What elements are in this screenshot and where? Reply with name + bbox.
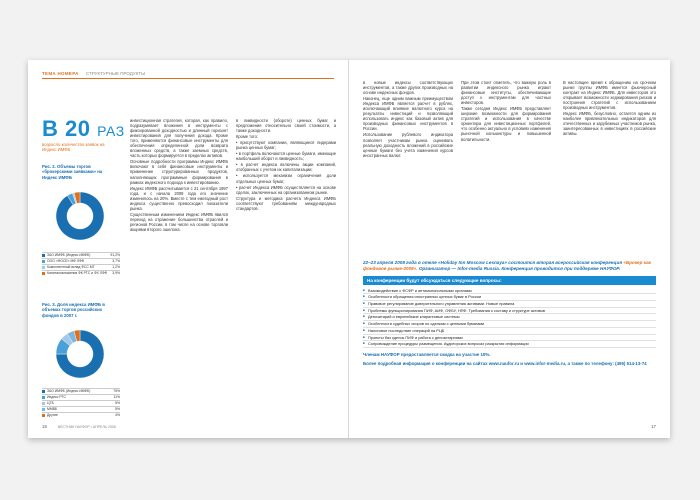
magazine-spread bbox=[28, 60, 670, 438]
legend-label: ЗАО ИМФБ (Индекс ИМФБ) bbox=[47, 389, 91, 393]
promo-heading-2: Организатор — Infor-media Russia. Конференция проводится при поддержке НАУФОР. bbox=[418, 265, 621, 271]
paragraph: • в портфель включаются ценные бумаги, имеющие наибольший оборот и ликвидность; bbox=[236, 151, 336, 162]
page-header bbox=[42, 71, 334, 79]
paragraph: Кроме того: bbox=[236, 134, 259, 140]
legend-swatch bbox=[42, 414, 45, 417]
legend-value: 4% bbox=[115, 413, 120, 417]
legend-row bbox=[42, 252, 120, 258]
paragraph: • присутствуют компании, являющиеся лидерами рынка ценных бумаг; bbox=[236, 140, 336, 151]
highlight-unit: РАЗ bbox=[97, 123, 125, 139]
paragraph: • расчет Индекса ИМФБ осуществляется на основе сделок, заключенных на организованном рынке. bbox=[236, 184, 336, 195]
promo-topic-item: ■ Правовое регулирование доверительного управления активами. Новые правила bbox=[363, 301, 656, 308]
legend-row bbox=[42, 412, 120, 418]
figure-3-donut bbox=[50, 324, 110, 384]
figure-2-title: Рис. 2. Объемы торгов «брокерскими заявками» на Индекс ИМФБ bbox=[42, 164, 103, 180]
conference-promo bbox=[363, 260, 656, 366]
legend-value: 5% bbox=[115, 401, 120, 405]
paragraph: Основные подробности программы Индекс ИМФБ включают в себя финансовые инструменты и применение структурированных продуктов, наполняющих программные формирования в рамках индексного подхода к инвестированию. bbox=[130, 159, 228, 185]
legend-row bbox=[42, 264, 120, 270]
legend-label: Капиталовложения ФК РТС и ФХ ЛФФ bbox=[47, 271, 108, 275]
page-number-right: 17 bbox=[651, 424, 656, 429]
legend-label: ЗАО ИМФБ (Индекс ИМФБ) bbox=[47, 253, 91, 257]
text-column-3 bbox=[363, 80, 453, 159]
legend-value: 91,2% bbox=[110, 253, 120, 257]
paragraph: Индекс ИМФБ рассчитывается с 21 сентября 1997 года, и с начала 2008 года его значение изменилось на 20%. Вместе с тем ежегодный рост индекса существенно превосходил показатели рынка. bbox=[130, 185, 228, 211]
paragraph: Существенным изменением Индекс ИМФБ явился переход на отражение большинства отраслей и регионов России, в том числе на основе торговли акциями второго эшелона. bbox=[130, 211, 228, 232]
paragraph: в новые индексы соответствующих инструментов, а также других производных на основе индексных фондов. bbox=[363, 80, 453, 96]
promo-topic-item: ■ Сопровождение процедуры размещения. Аудиторских вопросах раскрытия информации bbox=[363, 341, 656, 348]
paragraph: Также сегодня Индекс ИМФБ представляет широкие возможности для формирования стратегий и использования в качестве ориентира для инвестиционных портфелей, что особенно актуально в условиях изменения рыночной конъюнктуры и повышенной волатильности. bbox=[461, 106, 551, 142]
promo-topic-item: ■ Взаимодействие с ФСФР и антимонопольными органами bbox=[363, 288, 656, 295]
paragraph: При этом стоит отметить, что важную роль в развитии индексного рынка играют финансовые институты, обеспечивающие доступ к инструментам для частных инвесторов. bbox=[461, 80, 551, 106]
legend-value: 3,9% bbox=[112, 271, 120, 275]
legend-value: 75% bbox=[113, 389, 120, 393]
legend-row bbox=[42, 270, 120, 276]
legend-label: ООО «ФОСЕ» МФ ЛФФ bbox=[47, 259, 85, 263]
right-footer bbox=[363, 424, 656, 429]
page-number-left: 16 bbox=[42, 424, 47, 429]
promo-topic-item: ■ Депозитарий и европейские клиринговые системы bbox=[363, 314, 656, 321]
legend-swatch bbox=[42, 390, 45, 393]
highlight-number bbox=[42, 116, 125, 142]
text-column-2 bbox=[236, 118, 336, 212]
promo-heading-highlight: «Брокер как фондовое рынке-2008». bbox=[363, 260, 651, 271]
paragraph: • в расчет индекса включены акции компаний, отобранных с учетом их капитализации; bbox=[236, 162, 336, 173]
promo-topic-item: ■ Проблемы функционирования ПИФ, АИФ, ОФБУ, НПФ. Требования к составу и структуре активов bbox=[363, 308, 656, 315]
promo-topic-item: ■ Проекты баз сделок ПИФ и работа с депозитариями bbox=[363, 335, 656, 342]
promo-heading-1: 22–23 апреля 2008 года в отеле «Holiday Inn Moscow Lesnaya» состоится вторая всероссийская конференция bbox=[363, 260, 623, 265]
right-page bbox=[349, 60, 670, 438]
footer-title: ВЕСТНИК НАУФОР • АПРЕЛЬ 2008 bbox=[57, 425, 116, 429]
legend-swatch bbox=[42, 272, 45, 275]
promo-discount: Членам НАУФОР предоставляется скидка на участие 10%. bbox=[363, 351, 491, 357]
paragraph: Структура и методика расчета Индекса ИМФБ соответствуют требованиям международных стандартов. bbox=[236, 195, 336, 211]
legend-value: 1,2% bbox=[112, 265, 120, 269]
promo-heading bbox=[363, 260, 656, 272]
paragraph: Использование рублевого индикатора позволяет участникам рынка оценивать реальную доходность вложений в российские ценные бумаги без учета изменения курсов иностранных валют. bbox=[363, 132, 453, 158]
section-label: ТЕМА НОМЕРА bbox=[42, 71, 79, 76]
figure-2-legend bbox=[42, 252, 120, 276]
figure-3-legend bbox=[42, 388, 120, 418]
figure-3-title: Рис. 3. Доля индекса ИМФБ в объемах торгов российских фондов в 2007 г. bbox=[42, 302, 105, 318]
legend-row bbox=[42, 406, 120, 412]
legend-swatch bbox=[42, 408, 45, 411]
promo-topic-item: ■ Особенности обращения иностранных ценных бумаг в России bbox=[363, 294, 656, 301]
highlight-value: В 20 bbox=[42, 116, 91, 141]
legend-label: ЦТБ bbox=[47, 401, 54, 405]
promo-topic-item: ■ Особенности судебных споров по сделкам с ценными бумагами bbox=[363, 321, 656, 328]
legend-value: 3,7% bbox=[112, 259, 120, 263]
paragraph: В настоящее время к обращению на срочном рынке группы ИМФБ имеется фьючерсный контракт на Индекс ИМФБ. Для инвесторов это открывает возможности хеджирования рисков и построения стратегий с использованием производных инструментов. bbox=[563, 80, 656, 111]
paragraph: Наконец, еще одним важным преимуществом Индекса ИМФБ является расчет в рублях, исключающий влияние валютного курса на результаты инвестиций и позволяющий использовать индекс как базовый актив для производных финансовых инструментов в России. bbox=[363, 96, 453, 132]
promo-topic-list bbox=[363, 288, 656, 348]
text-column-5 bbox=[563, 80, 656, 138]
promo-contacts: Более подробная информация о конференции на сайтах www.naufor.ru и www.infor-media.ru, а также по телефону: (495) 514-13-74 bbox=[363, 360, 647, 366]
left-page bbox=[28, 60, 349, 438]
legend-row bbox=[42, 258, 120, 264]
legend-value: 5% bbox=[115, 407, 120, 411]
header-rule bbox=[42, 78, 334, 79]
paragraph: в ликвидности (обороте) ценных бумаг и предложения относительно своей стоимости, а также доходности. bbox=[236, 118, 336, 134]
highlight-caption: возросло количество заявок на Индекс ИМФБ bbox=[42, 142, 105, 153]
legend-swatch bbox=[42, 402, 45, 405]
promo-topic-item: ■ Налоговое последствие операций на РЦБ bbox=[363, 328, 656, 335]
paragraph: Индекс ИМФБ, безусловно, остается одним из наиболее привлекательных индикаторов для отечественных и зарубежных участников рынка, заинтересованных в инвестициях в российские активы. bbox=[563, 111, 656, 137]
legend-label: Индекс РТС bbox=[47, 395, 66, 399]
legend-row bbox=[42, 400, 120, 406]
legend-label: ММВБ bbox=[47, 407, 58, 411]
legend-swatch bbox=[42, 396, 45, 399]
legend-label: Другие bbox=[47, 413, 58, 417]
text-column-4 bbox=[461, 80, 551, 143]
paragraph: инвестиционная стратегия, которая, как правило, подразумевает вложения в инструменты с фиксированной доходностью и длинный горизонт инвестирования для получения дохода. Кроме того, применяются финансовые инструменты для обеспечения определенной доли возврата вложенных средств, а также заемных средств, часть которых формируется в пределах активов. bbox=[130, 118, 228, 159]
legend-row bbox=[42, 394, 120, 400]
left-footer bbox=[42, 424, 334, 429]
legend-value: 11% bbox=[113, 395, 120, 399]
figure-2-donut bbox=[50, 186, 110, 246]
legend-swatch bbox=[42, 260, 45, 263]
legend-label: Компонентный вклад ФСС МТ bbox=[47, 265, 95, 269]
paragraph: • используется механизм ограничения доли отдельных ценных бумаг; bbox=[236, 173, 336, 184]
text-column-1 bbox=[130, 118, 228, 233]
subsection-label: СТРУКТУРНЫЕ ПРОДУКТЫ bbox=[85, 71, 146, 76]
legend-swatch bbox=[42, 254, 45, 257]
promo-topics-bar: На конференции будут обсуждаться следующие вопросы: bbox=[363, 276, 656, 285]
legend-row bbox=[42, 388, 120, 394]
legend-swatch bbox=[42, 266, 45, 269]
